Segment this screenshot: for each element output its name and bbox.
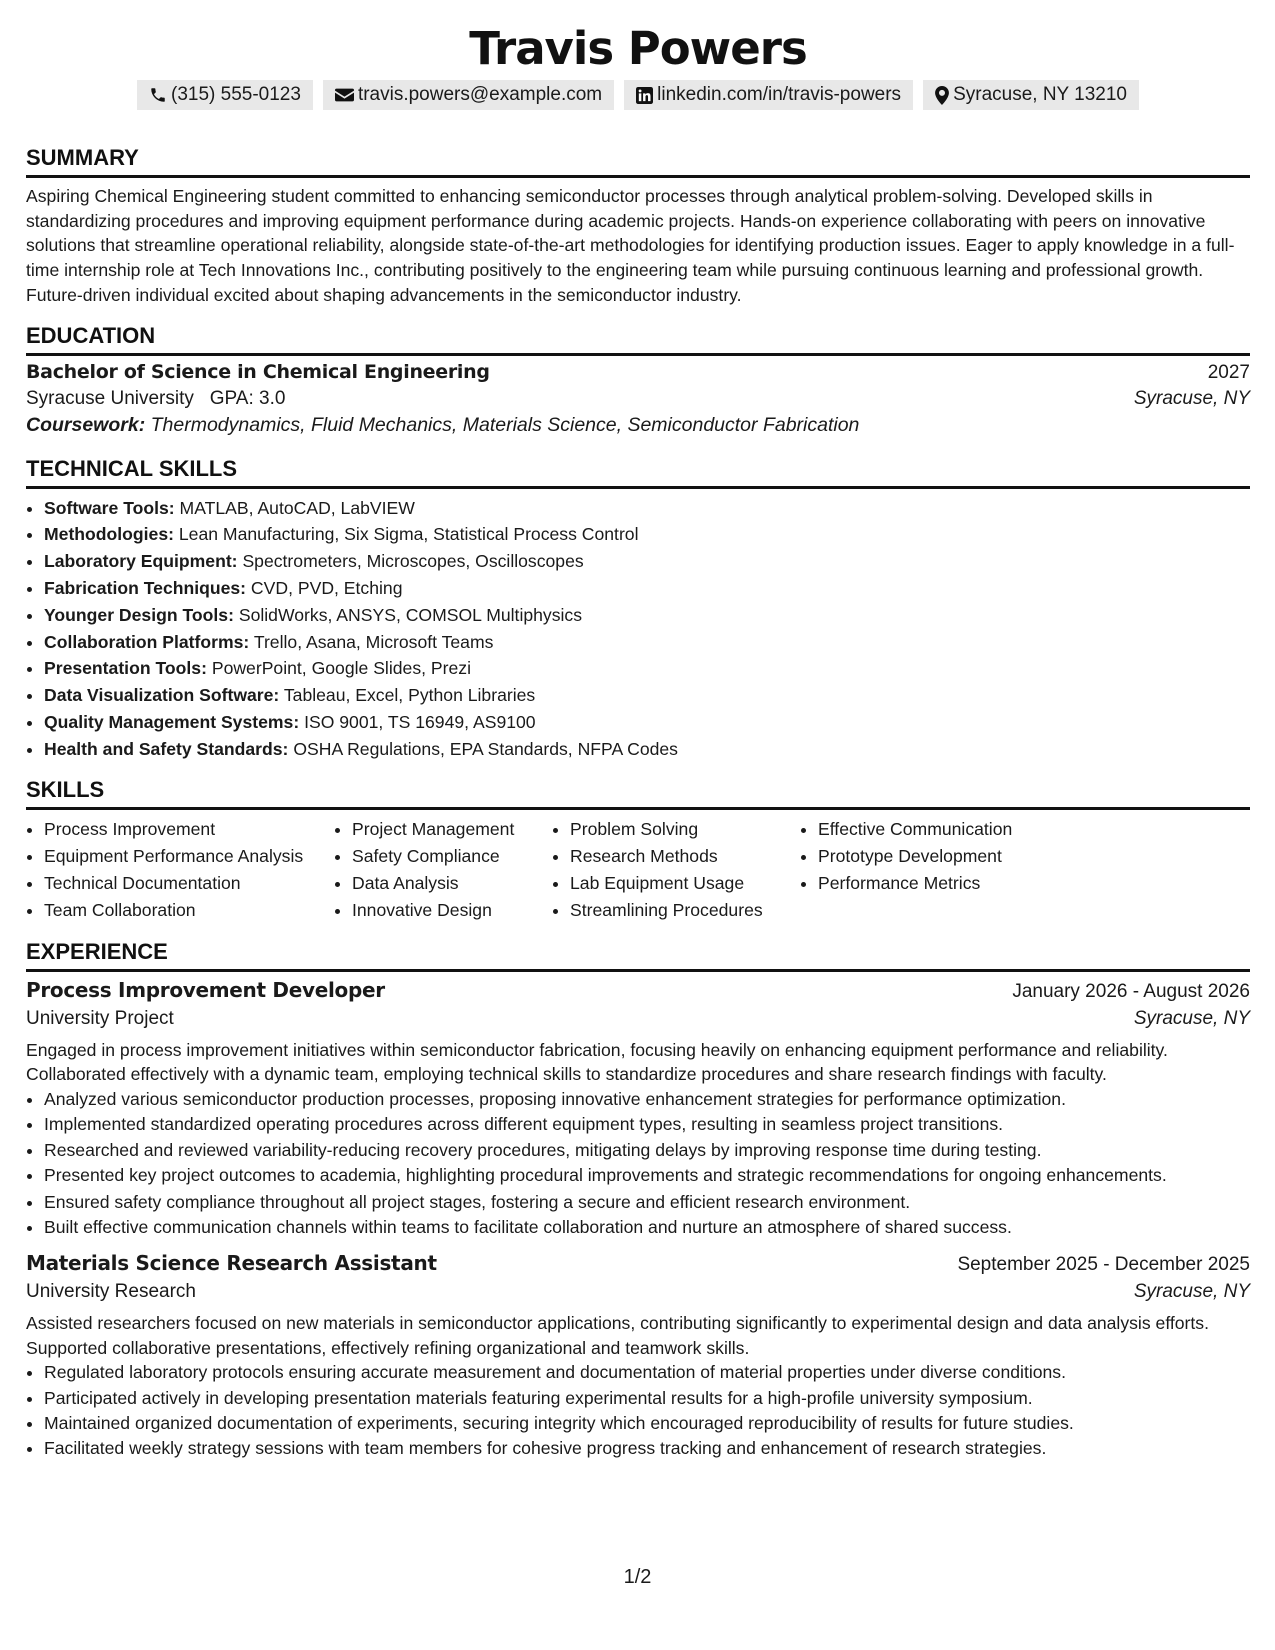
coursework-line: [26, 414, 1250, 437]
list-item: [44, 575, 1250, 602]
list-item: [44, 521, 1250, 548]
experience-heading: EXPERIENCE: [26, 938, 1250, 972]
technical-skills-section: [26, 455, 1250, 763]
degree-name: Bachelor of Science in Chemical Engineering: [26, 360, 490, 383]
job-bullets: [26, 1087, 1250, 1241]
job-title: Process Improvement Developer: [26, 977, 385, 1002]
list-item: • Research Methods: [570, 843, 800, 870]
list-item: • Process Improvement: [44, 816, 334, 843]
graduation-year: 2027: [1207, 361, 1250, 383]
skill-label: Presentation Tools:: [44, 658, 207, 679]
list-item: [44, 548, 1250, 575]
school-name: Syracuse University: [26, 387, 194, 409]
gpa: GPA: 3.0: [209, 387, 286, 409]
job-org: University Research: [26, 1280, 196, 1302]
contact-bar: [26, 80, 1250, 110]
list-item: • Maintained organized documentation of experiments, securing integrity which encouraged reproducibility of results for future studies.: [44, 1411, 1250, 1436]
skill-value: Lean Manufacturing, Six Sigma, Statistical Process Control: [178, 524, 639, 545]
job-org-row: [26, 1281, 1250, 1303]
page-number: 1/2: [623, 1566, 652, 1588]
job-dates: September 2025 - December 2025: [957, 1253, 1250, 1275]
skill-label: Data Visualization Software:: [44, 685, 280, 706]
skills-grid: [26, 816, 1250, 923]
job-bullets: [26, 1360, 1250, 1462]
list-item: • Data Analysis: [352, 870, 552, 897]
skill-label: Collaboration Platforms:: [44, 631, 250, 652]
skills-section: [26, 776, 1250, 923]
job-org: University Project: [26, 1007, 174, 1029]
skill-value: CVD, PVD, Etching: [250, 577, 403, 598]
job-title-row: [26, 1251, 1250, 1276]
skills-heading: SKILLS: [26, 776, 1250, 810]
location-text: Syracuse, NY 13210: [953, 84, 1127, 105]
list-item: • Team Collaboration: [44, 897, 334, 924]
technical-skills-heading: TECHNICAL SKILLS: [26, 455, 1250, 489]
skills-column: [552, 816, 800, 923]
list-item: • Problem Solving: [570, 816, 800, 843]
skill-value: Trello, Asana, Microsoft Teams: [253, 631, 494, 652]
skill-value: Tableau, Excel, Python Libraries: [283, 685, 536, 706]
email-text: travis.powers@example.com: [357, 84, 603, 105]
school-line: [26, 388, 285, 410]
skill-label: Health and Safety Standards:: [44, 738, 289, 759]
list-item: • Performance Metrics: [818, 870, 1078, 897]
job-entry: [26, 1251, 1250, 1462]
list-item: • Prototype Development: [818, 843, 1078, 870]
skill-label: Methodologies:: [44, 524, 174, 545]
resume-page: [26, 0, 1250, 1462]
linkedin-text: linkedin.com/in/travis-powers: [657, 84, 902, 105]
skill-label: Younger Design Tools:: [44, 604, 234, 625]
experience-section: [26, 938, 1250, 1462]
job-entry: [26, 978, 1250, 1241]
degree-row: [26, 361, 1250, 384]
list-item: • Built effective communication channels within teams to facilitate collaboration and nurture an atmosphere of shared success.: [44, 1215, 1250, 1240]
skill-value: OSHA Regulations, EPA Standards, NFPA Codes: [293, 738, 678, 759]
linkedin-icon: [636, 87, 653, 104]
list-item: [44, 682, 1250, 709]
list-item: • Researched and reviewed variability-reducing recovery procedures, mitigating delays by improving response time during testing.: [44, 1138, 1250, 1163]
job-location: Syracuse, NY: [1133, 1280, 1250, 1302]
list-item: • Regulated laboratory protocols ensuring accurate measurement and documentation of material properties under diverse conditions.: [44, 1360, 1250, 1385]
list-item: [44, 602, 1250, 629]
list-item: [44, 655, 1250, 682]
skills-column: [334, 816, 552, 923]
school-location: Syracuse, NY: [1133, 387, 1250, 409]
list-item: [44, 629, 1250, 656]
skill-label: Laboratory Equipment:: [44, 551, 238, 572]
list-item: • Lab Equipment Usage: [570, 870, 800, 897]
coursework-label: Coursework:: [26, 413, 146, 436]
contact-linkedin[interactable]: [624, 80, 913, 110]
list-item: • Safety Compliance: [352, 843, 552, 870]
skills-column: [26, 816, 334, 923]
skill-value: SolidWorks, ANSYS, COMSOL Multiphysics: [238, 604, 583, 625]
skill-value: ISO 9001, TS 16949, AS9100: [304, 711, 536, 732]
skills-column: [800, 816, 1078, 923]
list-item: • Analyzed various semiconductor production processes, proposing innovative enhancement strategies for performance optimization.: [44, 1087, 1250, 1112]
phone-icon: [149, 86, 167, 104]
skill-label: Quality Management Systems:: [44, 711, 300, 732]
job-org-row: [26, 1008, 1250, 1030]
job-title-row: [26, 978, 1250, 1003]
list-item: [44, 495, 1250, 522]
job-location: Syracuse, NY: [1133, 1007, 1250, 1029]
list-item: • Presented key project outcomes to academia, highlighting procedural improvements and strategic recommendations for ongoing enhancements.: [44, 1163, 1250, 1188]
skill-value: MATLAB, AutoCAD, LabVIEW: [179, 497, 415, 518]
contact-phone[interactable]: [137, 80, 313, 110]
list-item: • Effective Communication: [818, 816, 1078, 843]
skill-label: Software Tools:: [44, 497, 175, 518]
list-item: [44, 736, 1250, 763]
envelope-icon: [335, 87, 354, 103]
skill-value: PowerPoint, Google Slides, Prezi: [211, 658, 471, 679]
list-item: • Technical Documentation: [44, 870, 334, 897]
candidate-name: Travis Powers: [469, 22, 807, 75]
summary-heading: SUMMARY: [26, 144, 1250, 178]
education-section: [26, 322, 1250, 437]
list-item: • Participated actively in developing presentation materials featuring experimental results for a high-profile university symposium.: [44, 1386, 1250, 1411]
skill-label: Fabrication Techniques:: [44, 577, 247, 598]
job-description: Assisted researchers focused on new materials in semiconductor applications, contributing significantly to experimental design and data analysis efforts. Supported collaborative presentations, effectively refining organizational and teamwork skills.: [26, 1312, 1209, 1358]
coursework-list: Thermodynamics, Fluid Mechanics, Materials Science, Semiconductor Fabrication: [150, 413, 860, 436]
technical-skills-list: [26, 495, 1250, 763]
job-title: Materials Science Research Assistant: [26, 1250, 437, 1275]
education-heading: EDUCATION: [26, 322, 1250, 356]
list-item: • Equipment Performance Analysis: [44, 843, 334, 870]
map-marker-icon: [935, 86, 949, 105]
list-item: • Implemented standardized operating procedures across different equipment types, resulting in seamless project transitions.: [44, 1112, 1250, 1137]
list-item: • Facilitated weekly strategy sessions with team members for cohesive progress tracking and enhancement of research strategies.: [44, 1436, 1250, 1461]
list-item: [44, 709, 1250, 736]
list-item: • Streamlining Procedures: [570, 897, 800, 924]
school-row: [26, 388, 1250, 410]
job-description: Engaged in process improvement initiatives within semiconductor fabrication, focusing heavily on enhancing equipment performance and reliability. Collaborated effectively with a dynamic team, employing technical skills to standardize procedures and share research findings with faculty.: [26, 1039, 1168, 1085]
summary-section: [26, 144, 1250, 308]
list-item: • Project Management: [352, 816, 552, 843]
summary-text: Aspiring Chemical Engineering student committed to enhancing semiconductor processes through analytical problem-solving. Developed skills in standardizing procedures and improving equipment performance during academic projects. Hands-on experience collaborating with peers on innovative solutions that streamline operational reliability, alongside state-of-the-art methodologies for identifying production issues. Eager to apply knowledge in a full-time internship role at Tech Innovations Inc., contributing positively to the engineering team while pursuing continuous learning and professional growth. Future-driven individual excited about shaping advancements in the semiconductor industry.: [26, 186, 1235, 305]
phone-text: (315) 555-0123: [171, 84, 301, 105]
list-item: • Innovative Design: [352, 897, 552, 924]
job-dates: January 2026 - August 2026: [1012, 980, 1250, 1002]
skill-value: Spectrometers, Microscopes, Oscilloscopes: [242, 551, 584, 572]
contact-location: [923, 80, 1139, 110]
list-item: • Ensured safety compliance throughout all project stages, fostering a secure and efficient research environment.: [44, 1190, 1250, 1215]
contact-email[interactable]: [323, 80, 614, 110]
